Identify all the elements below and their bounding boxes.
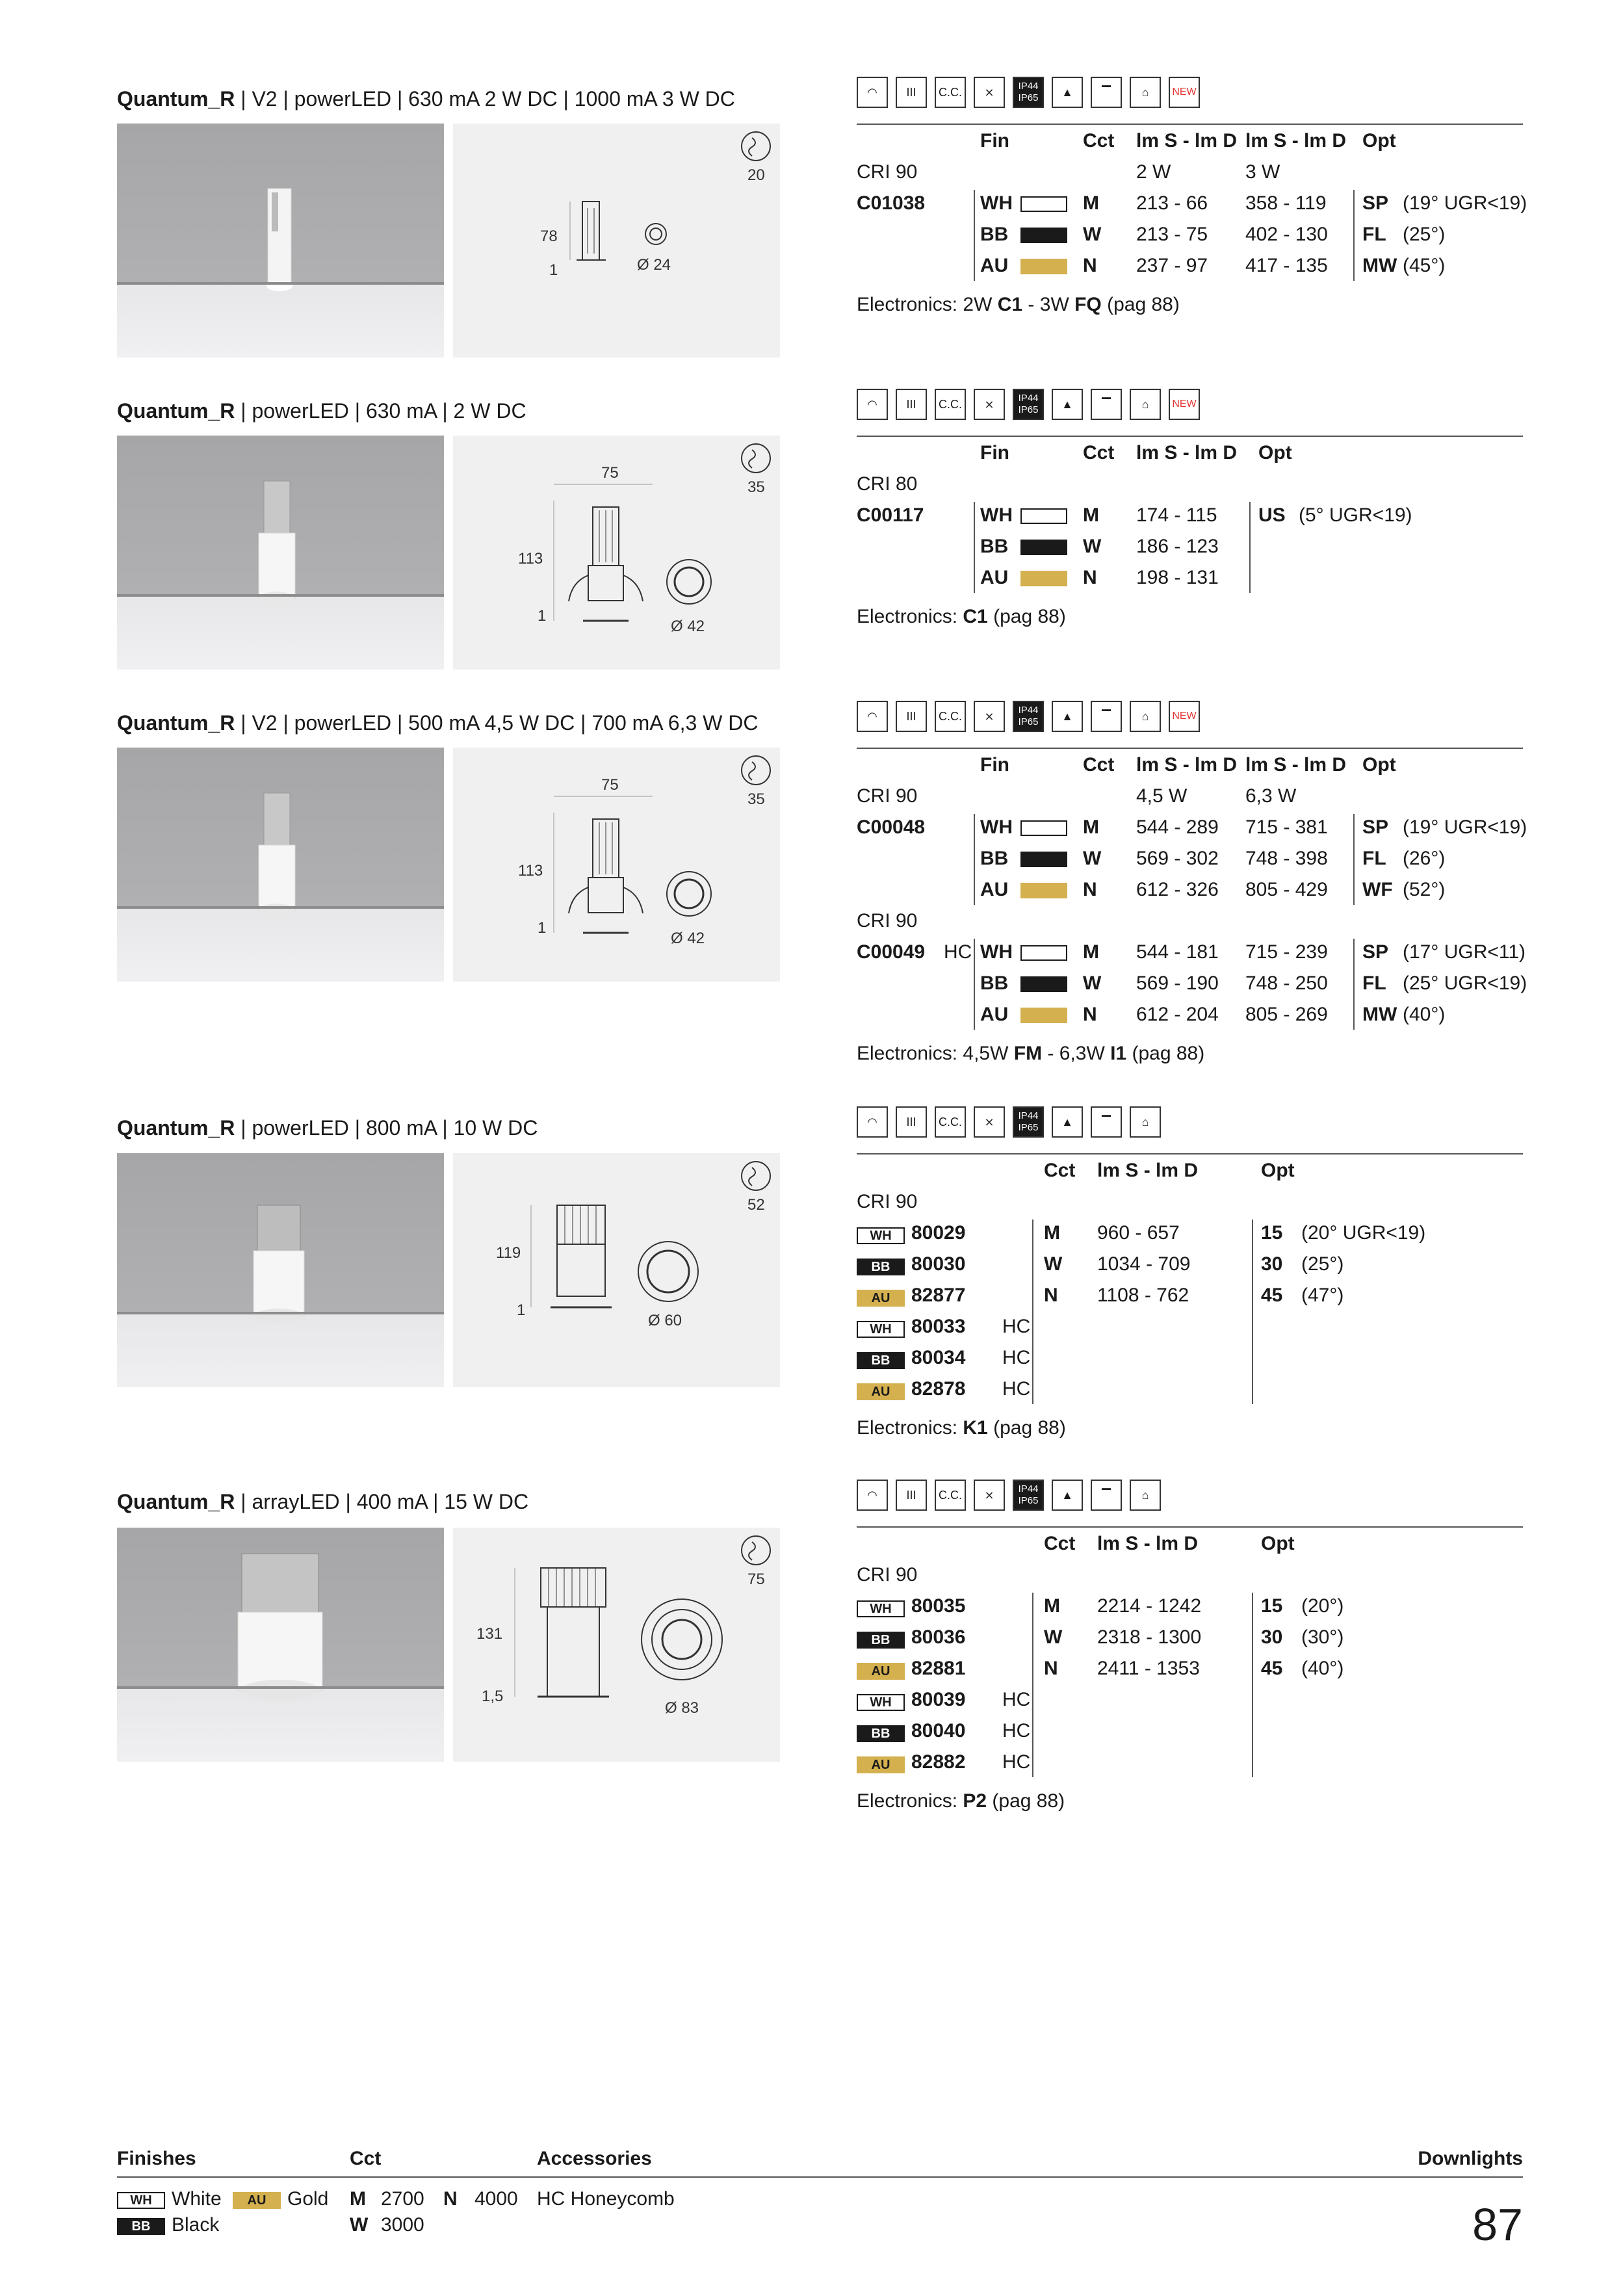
technical-drawing bbox=[453, 124, 780, 358]
row-cct: M bbox=[1083, 504, 1099, 526]
cri: CRI 90 bbox=[857, 161, 918, 183]
cct-m: M bbox=[350, 2188, 366, 2210]
header-lm1: lm S - lm D bbox=[1136, 442, 1238, 463]
product-code: 82882 bbox=[911, 1751, 966, 1773]
diameter-dimension: Ø 60 bbox=[648, 1312, 682, 1329]
electronics-note: Electronics: K1 (pag 88) bbox=[857, 1417, 1066, 1439]
no-insulation-cover-icon: ⨯ bbox=[974, 1480, 1005, 1511]
white-swatch bbox=[1020, 945, 1067, 961]
black-swatch bbox=[1020, 976, 1067, 992]
product-photo bbox=[117, 436, 444, 670]
product-title: Quantum_R | V2 | powerLED | 500 mA 4,5 W DC | 700 mA 6,3 W DC bbox=[117, 711, 759, 735]
accessories-heading: Accessories bbox=[537, 2148, 652, 2169]
diameter-dimension: Ø 42 bbox=[671, 618, 705, 635]
header-opt: Opt bbox=[1258, 442, 1292, 463]
gold-swatch bbox=[1020, 1008, 1067, 1023]
ip-rating-icon: IP44 IP65 bbox=[1013, 389, 1044, 420]
header-rule bbox=[857, 1153, 1523, 1155]
cutout-dimension: 20 bbox=[747, 166, 765, 184]
white-swatch bbox=[1020, 508, 1067, 524]
black-badge: BB bbox=[117, 2218, 165, 2235]
bottom-dimension: 1 bbox=[517, 1301, 526, 1319]
cutout-dimension: 75 bbox=[747, 1571, 765, 1588]
row-opt-desc: (45°) bbox=[1403, 255, 1446, 276]
row-opt-desc: (25° UGR<19) bbox=[1403, 972, 1527, 994]
row-lm1: 612 - 204 bbox=[1136, 1004, 1219, 1025]
row-opt: FL bbox=[1362, 224, 1386, 245]
row-opt: 45 bbox=[1261, 1285, 1283, 1306]
header-rule bbox=[857, 124, 1523, 125]
finish-badge: WH bbox=[857, 1227, 905, 1244]
finish-badge: BB bbox=[857, 1259, 905, 1275]
cutout-dimension: 35 bbox=[747, 790, 765, 808]
ceiling-mount-icon: ⌂ bbox=[1130, 389, 1161, 420]
black-swatch bbox=[1020, 228, 1067, 243]
cct-w-value: 3000 bbox=[381, 2214, 424, 2236]
cri: CRI 90 bbox=[857, 1191, 918, 1212]
row-opt-desc: (30°) bbox=[1301, 1626, 1344, 1648]
height-dimension: 113 bbox=[518, 862, 543, 880]
row-cct: W bbox=[1083, 848, 1102, 869]
height-dimension: 131 bbox=[476, 1625, 503, 1643]
row-lm1: 569 - 302 bbox=[1136, 848, 1219, 869]
product-code: C00117 bbox=[857, 504, 924, 526]
product-code-b: C00049 bbox=[857, 941, 926, 963]
constant-current-icon: C.C. bbox=[935, 1106, 966, 1138]
product-code: 80036 bbox=[911, 1626, 966, 1648]
row-fin: BB bbox=[980, 972, 1009, 994]
power-2: 6,3 W bbox=[1245, 785, 1297, 807]
light-beam-icon: ▲ bbox=[1052, 1480, 1083, 1511]
dimmable-icon: ◠ bbox=[857, 1106, 888, 1138]
row-lm1: 186 - 123 bbox=[1136, 536, 1219, 557]
header-opt: Opt bbox=[1362, 754, 1396, 776]
dimmable-icon: ◠ bbox=[857, 701, 888, 732]
row-opt: 30 bbox=[1261, 1626, 1283, 1648]
row-cct: M bbox=[1044, 1222, 1060, 1244]
row-lm2: 748 - 398 bbox=[1245, 848, 1328, 869]
recessed-icon: ▔ bbox=[1091, 77, 1122, 108]
bottom-dimension: 1 bbox=[538, 919, 547, 937]
row-opt: 15 bbox=[1261, 1222, 1283, 1244]
cct-w: W bbox=[350, 2214, 369, 2236]
header-opt: Opt bbox=[1261, 1533, 1295, 1554]
width-dimension: 75 bbox=[601, 776, 619, 794]
finish-badge: WH bbox=[857, 1321, 905, 1338]
electronics-note: Electronics: C1 (pag 88) bbox=[857, 606, 1066, 627]
constant-current-icon: C.C. bbox=[935, 77, 966, 108]
cri: CRI 90 bbox=[857, 1564, 918, 1585]
row-lm1: 1034 - 709 bbox=[1097, 1253, 1191, 1275]
row-lm2: 402 - 130 bbox=[1245, 224, 1328, 245]
class-iii-icon: III bbox=[896, 1106, 927, 1138]
header-fin: Fin bbox=[980, 754, 1009, 776]
header-lm2: lm S - lm D bbox=[1245, 130, 1347, 151]
row-cct: M bbox=[1083, 941, 1099, 963]
row-cct: M bbox=[1083, 816, 1099, 838]
gold-swatch bbox=[1020, 883, 1067, 898]
luminaire-photo-shape bbox=[117, 1528, 444, 1762]
height-dimension: 119 bbox=[496, 1244, 521, 1262]
row-fin: WH bbox=[980, 504, 1013, 526]
ceiling-mount-icon: ⌂ bbox=[1130, 1106, 1161, 1138]
cct-n-value: 4000 bbox=[474, 2188, 518, 2210]
cutout-dimension: 35 bbox=[747, 478, 765, 496]
luminaire-photo-shape bbox=[117, 1153, 444, 1387]
width-dimension: 75 bbox=[601, 464, 619, 482]
row-fin: AU bbox=[980, 1004, 1009, 1025]
ip-rating-icon: IP44 IP65 bbox=[1013, 1480, 1044, 1511]
row-cct: W bbox=[1083, 972, 1102, 994]
row-opt: MW bbox=[1362, 1004, 1397, 1025]
luminaire-photo-shape bbox=[117, 436, 444, 670]
honeycomb-flag: HC bbox=[1002, 1316, 1031, 1337]
accessory-honeycomb: HC Honeycomb bbox=[537, 2188, 675, 2210]
recessed-icon: ▔ bbox=[1091, 1106, 1122, 1138]
row-opt: 45 bbox=[1261, 1658, 1283, 1679]
row-opt-desc: (20° UGR<19) bbox=[1301, 1222, 1426, 1244]
finish-badge: AU bbox=[857, 1756, 905, 1773]
gold-label: Gold bbox=[287, 2188, 329, 2210]
new-icon: NEW bbox=[1169, 701, 1200, 732]
product-code: 82877 bbox=[911, 1285, 966, 1306]
honeycomb-flag: HC bbox=[1002, 1720, 1031, 1742]
dimmable-icon: ◠ bbox=[857, 389, 888, 420]
row-fin: AU bbox=[980, 567, 1009, 588]
white-swatch bbox=[1020, 820, 1067, 836]
row-opt: SP bbox=[1362, 192, 1389, 214]
constant-current-icon: C.C. bbox=[935, 389, 966, 420]
row-cct: W bbox=[1083, 224, 1102, 245]
row-lm1: 569 - 190 bbox=[1136, 972, 1219, 994]
product-code: 80030 bbox=[911, 1253, 966, 1275]
row-opt: FL bbox=[1362, 972, 1386, 994]
header-rule bbox=[857, 436, 1523, 437]
constant-current-icon: C.C. bbox=[935, 701, 966, 732]
row-lm2: 715 - 381 bbox=[1245, 816, 1328, 838]
honeycomb-flag: HC bbox=[1002, 1689, 1031, 1710]
technical-drawing bbox=[453, 1153, 780, 1387]
dimension-drawing bbox=[453, 1153, 780, 1387]
product-photo bbox=[117, 748, 444, 982]
row-opt: 30 bbox=[1261, 1253, 1283, 1275]
honeycomb-flag: HC bbox=[1002, 1751, 1031, 1773]
cct-m-value: 2700 bbox=[381, 2188, 424, 2210]
row-lm2: 748 - 250 bbox=[1245, 972, 1328, 994]
row-cct: W bbox=[1044, 1253, 1063, 1275]
row-lm2: 417 - 135 bbox=[1245, 255, 1328, 276]
electronics-note: Electronics: 2W C1 - 3W FQ (pag 88) bbox=[857, 294, 1180, 315]
new-icon: NEW bbox=[1169, 77, 1200, 108]
cct-n: N bbox=[443, 2188, 458, 2210]
row-lm1: 174 - 115 bbox=[1136, 504, 1217, 526]
row-lm2: 805 - 429 bbox=[1245, 879, 1328, 900]
honeycomb-flag: HC bbox=[944, 941, 972, 963]
row-opt-desc: (17° UGR<11) bbox=[1403, 941, 1526, 963]
new-icon: NEW bbox=[1169, 389, 1200, 420]
product-code: 80039 bbox=[911, 1689, 966, 1710]
row-opt: SP bbox=[1362, 816, 1389, 838]
product-title: Quantum_R | powerLED | 800 mA | 10 W DC bbox=[117, 1116, 538, 1140]
light-beam-icon: ▲ bbox=[1052, 1106, 1083, 1138]
row-lm1: 1108 - 762 bbox=[1097, 1285, 1189, 1306]
row-cct: W bbox=[1044, 1626, 1063, 1648]
no-insulation-cover-icon: ⨯ bbox=[974, 77, 1005, 108]
row-opt-desc: (47°) bbox=[1301, 1285, 1344, 1306]
cutout-dimension: 52 bbox=[747, 1196, 765, 1214]
row-cct: N bbox=[1083, 1004, 1097, 1025]
row-opt-desc: (40°) bbox=[1403, 1004, 1446, 1025]
row-lm1: 544 - 181 bbox=[1136, 941, 1219, 963]
row-lm2: 358 - 119 bbox=[1245, 192, 1327, 214]
no-insulation-cover-icon: ⨯ bbox=[974, 701, 1005, 732]
diameter-dimension: Ø 24 bbox=[637, 256, 671, 274]
header-fin: Fin bbox=[980, 442, 1009, 463]
cri: CRI 80 bbox=[857, 473, 918, 495]
technical-drawing bbox=[453, 1528, 780, 1762]
no-insulation-cover-icon: ⨯ bbox=[974, 389, 1005, 420]
height-dimension: 78 bbox=[540, 228, 558, 245]
row-fin: AU bbox=[980, 879, 1009, 900]
header-lm1: lm S - lm D bbox=[1136, 130, 1238, 151]
class-iii-icon: III bbox=[896, 701, 927, 732]
product-title: Quantum_R | arrayLED | 400 mA | 15 W DC bbox=[117, 1490, 529, 1513]
page-number: 87 bbox=[1472, 2199, 1523, 2250]
black-swatch bbox=[1020, 540, 1067, 555]
bottom-dimension: 1 bbox=[538, 607, 547, 625]
product-title: Quantum_R | V2 | powerLED | 630 mA 2 W DC | 1000 mA 3 W DC bbox=[117, 87, 735, 111]
header-lm1: lm S - lm D bbox=[1136, 754, 1238, 776]
white-swatch bbox=[1020, 196, 1067, 212]
row-lm1: 960 - 657 bbox=[1097, 1222, 1180, 1244]
section-name: Downlights bbox=[1418, 2148, 1523, 2169]
row-fin: BB bbox=[980, 848, 1009, 869]
product-code: 80040 bbox=[911, 1720, 966, 1742]
gold-swatch bbox=[1020, 259, 1067, 274]
honeycomb-flag: HC bbox=[1002, 1347, 1031, 1368]
electronics-note: Electronics: 4,5W FM - 6,3W I1 (pag 88) bbox=[857, 1043, 1205, 1064]
header-cct: Cct bbox=[1083, 754, 1115, 776]
row-opt: 15 bbox=[1261, 1595, 1283, 1617]
row-opt: SP bbox=[1362, 941, 1389, 963]
row-cct: W bbox=[1083, 536, 1102, 557]
dimension-drawing bbox=[453, 124, 780, 358]
row-opt-desc: (20°) bbox=[1301, 1595, 1344, 1617]
product-photo bbox=[117, 124, 444, 358]
power-1: 2 W bbox=[1136, 161, 1171, 183]
product-photo bbox=[117, 1528, 444, 1762]
light-beam-icon: ▲ bbox=[1052, 389, 1083, 420]
row-lm2: 805 - 269 bbox=[1245, 1004, 1328, 1025]
header-cct: Cct bbox=[1044, 1160, 1076, 1181]
row-cct: N bbox=[1044, 1285, 1058, 1306]
header-rule bbox=[857, 748, 1523, 749]
honeycomb-flag: HC bbox=[1002, 1378, 1031, 1400]
row-lm1: 544 - 289 bbox=[1136, 816, 1219, 838]
dimmable-icon: ◠ bbox=[857, 77, 888, 108]
header-cct: Cct bbox=[1083, 130, 1115, 151]
row-fin: WH bbox=[980, 941, 1013, 963]
product-title: Quantum_R | powerLED | 630 mA | 2 W DC bbox=[117, 399, 526, 423]
recessed-icon: ▔ bbox=[1091, 389, 1122, 420]
ceiling-mount-icon: ⌂ bbox=[1130, 77, 1161, 108]
finishes-heading: Finishes bbox=[117, 2148, 196, 2169]
constant-current-icon: C.C. bbox=[935, 1480, 966, 1511]
height-dimension: 113 bbox=[518, 550, 543, 567]
bottom-dimension: 1 bbox=[549, 261, 558, 279]
ip-rating-icon: IP44 IP65 bbox=[1013, 701, 1044, 732]
row-lm1: 612 - 326 bbox=[1136, 879, 1219, 900]
header-lm1: lm S - lm D bbox=[1097, 1160, 1199, 1181]
finish-badge: WH bbox=[857, 1694, 905, 1711]
power-2: 3 W bbox=[1245, 161, 1280, 183]
luminaire-photo-shape bbox=[117, 748, 444, 982]
power-1: 4,5 W bbox=[1136, 785, 1188, 807]
no-insulation-cover-icon: ⨯ bbox=[974, 1106, 1005, 1138]
product-code: 82881 bbox=[911, 1658, 966, 1679]
header-cct: Cct bbox=[1083, 442, 1115, 463]
gold-swatch bbox=[1020, 571, 1067, 586]
product-code: 80029 bbox=[911, 1222, 966, 1244]
dimension-drawing bbox=[453, 1528, 780, 1762]
row-fin: WH bbox=[980, 816, 1013, 838]
header-lm2: lm S - lm D bbox=[1245, 754, 1347, 776]
row-lm1: 237 - 97 bbox=[1136, 255, 1208, 276]
cri: CRI 90 bbox=[857, 785, 918, 807]
diameter-dimension: Ø 83 bbox=[665, 1699, 699, 1717]
row-cct: M bbox=[1083, 192, 1099, 214]
row-opt: MW bbox=[1362, 255, 1397, 276]
row-opt: US bbox=[1258, 504, 1286, 526]
header-opt: Opt bbox=[1362, 130, 1396, 151]
product-code: 80033 bbox=[911, 1316, 966, 1337]
white-label: White bbox=[172, 2188, 222, 2210]
product-code: C01038 bbox=[857, 192, 926, 214]
finish-badge: WH bbox=[857, 1600, 905, 1617]
header-fin: Fin bbox=[980, 130, 1009, 151]
row-cct: N bbox=[1044, 1658, 1058, 1679]
row-opt-desc: (40°) bbox=[1301, 1658, 1344, 1679]
row-lm1: 213 - 66 bbox=[1136, 192, 1208, 214]
diameter-dimension: Ø 42 bbox=[671, 930, 705, 947]
white-badge: WH bbox=[117, 2192, 165, 2209]
electronics-note: Electronics: P2 (pag 88) bbox=[857, 1790, 1065, 1812]
finish-badge: AU bbox=[857, 1663, 905, 1680]
row-opt-desc: (25°) bbox=[1403, 224, 1446, 245]
row-lm1: 2411 - 1353 bbox=[1097, 1658, 1200, 1679]
header-lm1: lm S - lm D bbox=[1097, 1533, 1199, 1554]
technical-drawing bbox=[453, 436, 780, 670]
black-label: Black bbox=[172, 2214, 220, 2236]
class-iii-icon: III bbox=[896, 77, 927, 108]
finish-badge: BB bbox=[857, 1632, 905, 1649]
product-code: 80034 bbox=[911, 1347, 966, 1368]
row-cct: N bbox=[1083, 879, 1097, 900]
bottom-dimension: 1,5 bbox=[482, 1688, 504, 1705]
row-lm1: 198 - 131 bbox=[1136, 567, 1219, 588]
row-fin: BB bbox=[980, 224, 1009, 245]
product-code: C00048 bbox=[857, 816, 926, 838]
row-fin: WH bbox=[980, 192, 1013, 214]
product-photo bbox=[117, 1153, 444, 1387]
light-beam-icon: ▲ bbox=[1052, 77, 1083, 108]
row-opt-desc: (25°) bbox=[1301, 1253, 1344, 1275]
row-opt-desc: (19° UGR<19) bbox=[1403, 816, 1527, 838]
product-code: 82878 bbox=[911, 1378, 966, 1400]
class-iii-icon: III bbox=[896, 1480, 927, 1511]
footer-rule bbox=[117, 2176, 1523, 2178]
recessed-icon: ▔ bbox=[1091, 701, 1122, 732]
row-lm1: 213 - 75 bbox=[1136, 224, 1208, 245]
header-cct: Cct bbox=[1044, 1533, 1076, 1554]
finish-badge: BB bbox=[857, 1352, 905, 1369]
row-cct: M bbox=[1044, 1595, 1060, 1617]
row-opt-desc: (26°) bbox=[1403, 848, 1446, 869]
finish-badge: AU bbox=[857, 1290, 905, 1307]
header-opt: Opt bbox=[1261, 1160, 1295, 1181]
row-cct: N bbox=[1083, 255, 1097, 276]
ceiling-mount-icon: ⌂ bbox=[1130, 1480, 1161, 1511]
recessed-icon: ▔ bbox=[1091, 1480, 1122, 1511]
finish-badge: AU bbox=[857, 1383, 905, 1400]
light-beam-icon: ▲ bbox=[1052, 701, 1083, 732]
row-lm1: 2318 - 1300 bbox=[1097, 1626, 1202, 1648]
row-opt-desc: (5° UGR<19) bbox=[1299, 504, 1412, 526]
row-lm1: 2214 - 1242 bbox=[1097, 1595, 1202, 1617]
cri-b: CRI 90 bbox=[857, 910, 918, 932]
product-code: 80035 bbox=[911, 1595, 966, 1617]
row-lm2: 715 - 239 bbox=[1245, 941, 1328, 963]
ip-rating-icon: IP44 IP65 bbox=[1013, 77, 1044, 108]
row-opt-desc: (52°) bbox=[1403, 879, 1446, 900]
ip-rating-icon: IP44 IP65 bbox=[1013, 1106, 1044, 1138]
row-opt-desc: (19° UGR<19) bbox=[1403, 192, 1527, 214]
row-fin: AU bbox=[980, 255, 1009, 276]
luminaire-photo-shape bbox=[117, 124, 444, 358]
finish-badge: BB bbox=[857, 1725, 905, 1742]
header-rule bbox=[857, 1526, 1523, 1528]
cct-heading: Cct bbox=[350, 2148, 382, 2169]
row-cct: N bbox=[1083, 567, 1097, 588]
class-iii-icon: III bbox=[896, 389, 927, 420]
black-swatch bbox=[1020, 852, 1067, 867]
gold-badge: AU bbox=[233, 2192, 281, 2209]
ceiling-mount-icon: ⌂ bbox=[1130, 701, 1161, 732]
row-opt: FL bbox=[1362, 848, 1386, 869]
row-opt: WF bbox=[1362, 879, 1393, 900]
technical-drawing bbox=[453, 748, 780, 982]
row-fin: BB bbox=[980, 536, 1009, 557]
dimmable-icon: ◠ bbox=[857, 1480, 888, 1511]
